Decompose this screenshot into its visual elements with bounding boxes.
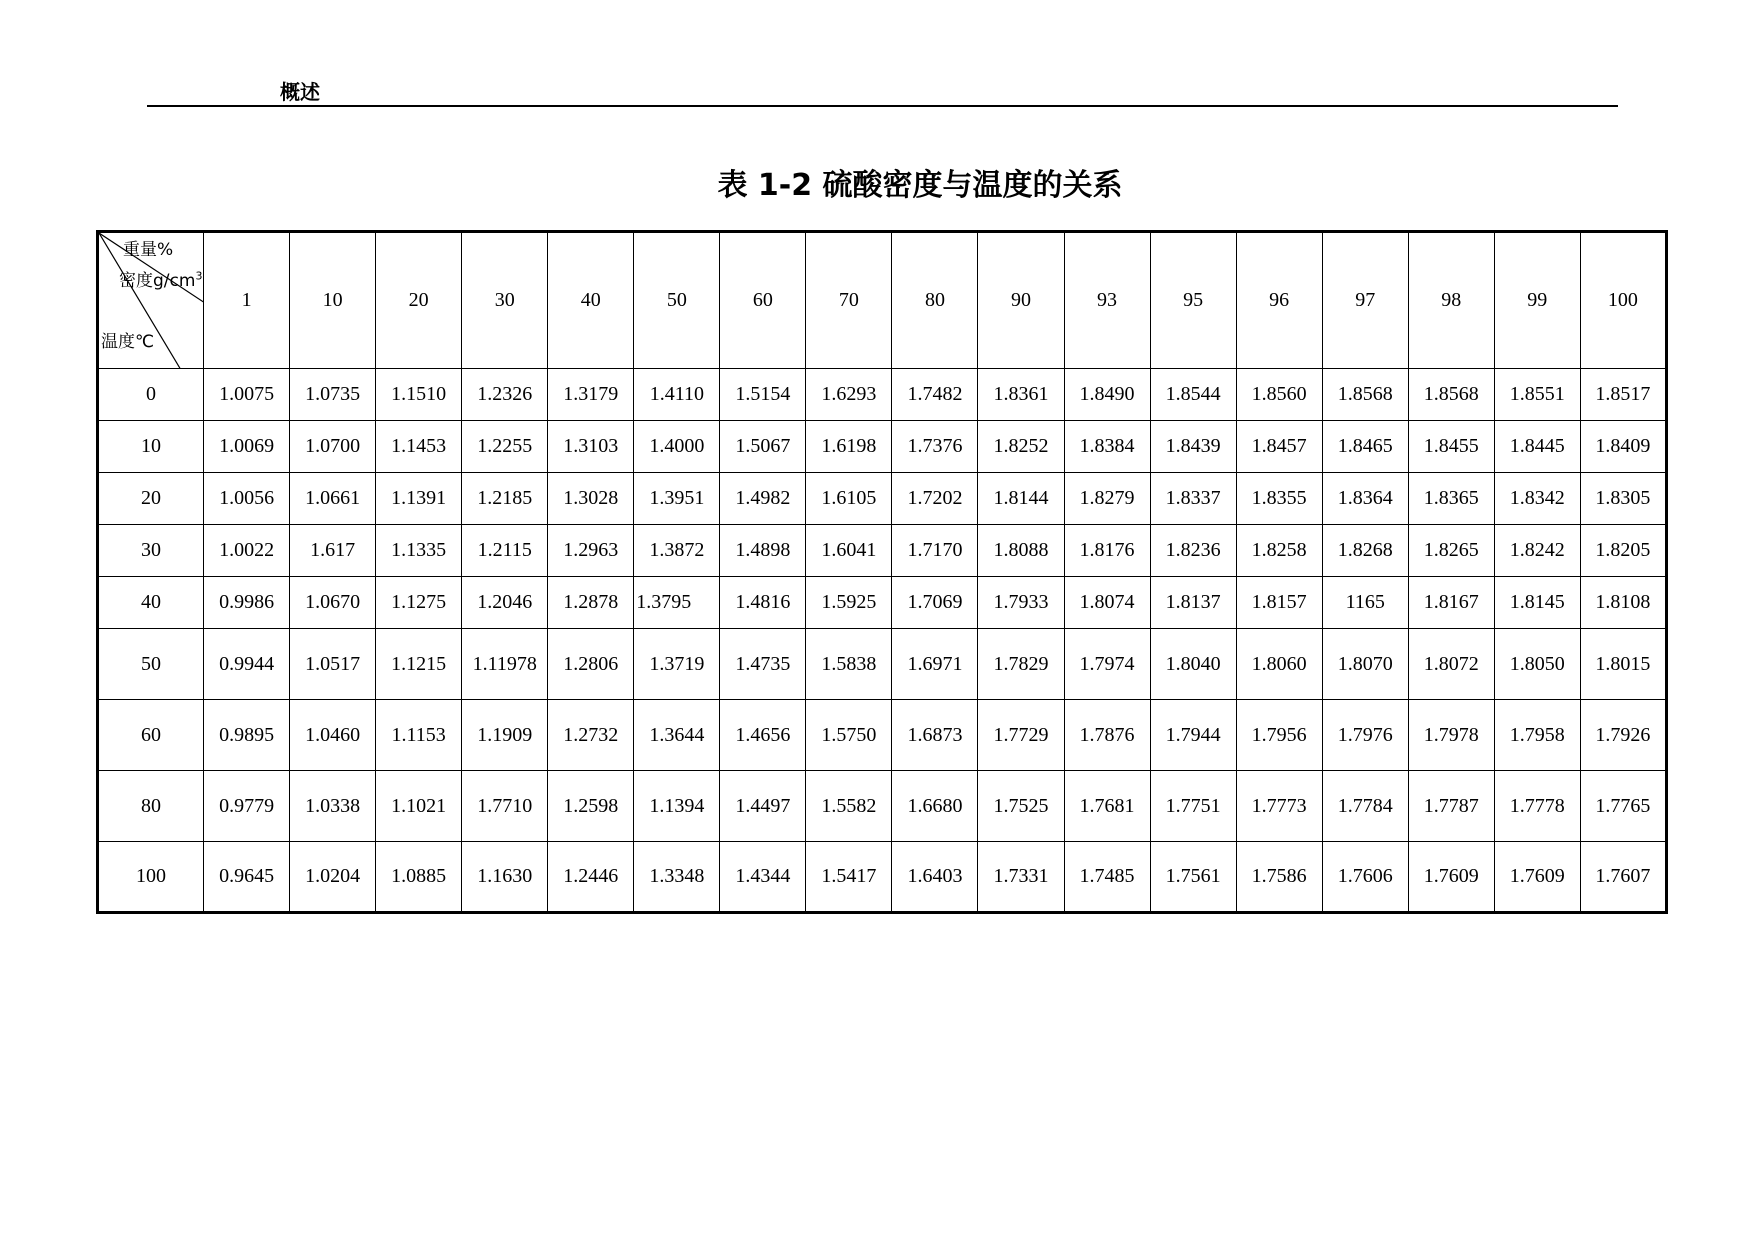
density-value-cell: 1.0022 [204,525,290,577]
density-value-cell: 1.8305 [1580,473,1666,525]
density-value-cell: 1.7609 [1408,842,1494,913]
row-temperature-cell: 80 [98,771,204,842]
density-value-cell: 1.8176 [1064,525,1150,577]
density-value-cell: 1.3951 [634,473,720,525]
table-title: 表 1-2 硫酸密度与温度的关系 [717,168,1123,203]
density-table [96,230,1668,914]
density-value-cell: 1.8455 [1408,421,1494,473]
density-value-cell: 1.7069 [892,577,978,629]
density-value-cell: 1.7485 [1064,842,1150,913]
density-value-cell: 1.8361 [978,369,1064,421]
column-header-cell: 20 [376,232,462,369]
density-value-cell: 1.7607 [1580,842,1666,913]
column-header-cell: 60 [720,232,806,369]
density-value-cell: 0.9986 [204,577,290,629]
density-value-cell: 1.7710 [462,771,548,842]
density-value-cell: 1.8205 [1580,525,1666,577]
column-header-cell: 100 [1580,232,1666,369]
density-value-cell: 1.8167 [1408,577,1494,629]
density-value-cell: 1.7974 [1064,629,1150,700]
density-value-cell: 1.2598 [548,771,634,842]
density-value-cell: 1.3028 [548,473,634,525]
density-value-cell: 1.1909 [462,700,548,771]
density-value-cell: 1.6041 [806,525,892,577]
running-header: 概述 [280,80,320,104]
density-value-cell: 1.7978 [1408,700,1494,771]
density-value-cell: 1.7376 [892,421,978,473]
table-row [98,577,1667,629]
density-value-cell: 1.4735 [720,629,806,700]
density-value-cell: 1.8236 [1150,525,1236,577]
density-value-cell: 1.7765 [1580,771,1666,842]
density-value-cell: 1.4816 [720,577,806,629]
density-value-cell: 1.8072 [1408,629,1494,700]
density-value-cell: 0.9895 [204,700,290,771]
column-header-cell: 96 [1236,232,1322,369]
density-value-cell: 0.9645 [204,842,290,913]
density-value-cell: 1.7876 [1064,700,1150,771]
column-header-cell: 97 [1322,232,1408,369]
density-value-cell: 1.2326 [462,369,548,421]
column-header-cell: 50 [634,232,720,369]
density-value-cell: 1.5067 [720,421,806,473]
corner-density-sup: 3 [195,269,203,283]
density-value-cell: 1.8040 [1150,629,1236,700]
density-value-cell: 1.5154 [720,369,806,421]
density-value-cell: 1.4497 [720,771,806,842]
density-value-cell: 1165 [1322,577,1408,629]
density-value-cell: 1.7331 [978,842,1064,913]
corner-temp-label: 温度℃ [101,332,155,352]
density-value-cell: 1.7561 [1150,842,1236,913]
density-value-cell: 1.7956 [1236,700,1322,771]
density-value-cell: 1.3103 [548,421,634,473]
density-value-cell: 1.8551 [1494,369,1580,421]
density-value-cell: 1.1335 [376,525,462,577]
density-value-cell: 1.6971 [892,629,978,700]
density-value-cell: 1.4000 [634,421,720,473]
density-value-cell: 1.8088 [978,525,1064,577]
density-value-cell: 1.7773 [1236,771,1322,842]
density-value-cell: 1.0204 [290,842,376,913]
density-value-cell: 1.8465 [1322,421,1408,473]
header-rule [147,105,1618,107]
density-value-cell: 1.8268 [1322,525,1408,577]
density-value-cell: 1.8364 [1322,473,1408,525]
density-value-cell: 1.4898 [720,525,806,577]
table-row [98,700,1667,771]
density-value-cell: 1.1630 [462,842,548,913]
density-value-cell: 1.5925 [806,577,892,629]
column-header-cell: 80 [892,232,978,369]
density-value-cell: 1.6105 [806,473,892,525]
density-value-cell: 1.8252 [978,421,1064,473]
density-value-cell: 1.7729 [978,700,1064,771]
density-value-cell: 1.8144 [978,473,1064,525]
density-value-cell: 1.0069 [204,421,290,473]
density-value-cell: 1.1215 [376,629,462,700]
density-value-cell: 1.2185 [462,473,548,525]
row-temperature-cell: 60 [98,700,204,771]
density-value-cell: 1.8409 [1580,421,1666,473]
density-value-cell: 1.8279 [1064,473,1150,525]
column-header-cell: 98 [1408,232,1494,369]
density-value-cell: 1.0661 [290,473,376,525]
density-value-cell: 1.7586 [1236,842,1322,913]
density-value-cell: 1.8568 [1408,369,1494,421]
row-temperature-cell: 40 [98,577,204,629]
density-value-cell: 1.5838 [806,629,892,700]
table-corner-cell [98,232,204,369]
column-header-cell: 10 [290,232,376,369]
density-value-cell: 1.5417 [806,842,892,913]
density-value-cell: 1.3719 [634,629,720,700]
corner-weight-label: 重量% [123,240,174,260]
table-row [98,629,1667,700]
density-value-cell: 1.7606 [1322,842,1408,913]
density-value-cell: 1.8108 [1580,577,1666,629]
density-value-cell: 1.6198 [806,421,892,473]
density-value-cell: 1.3179 [548,369,634,421]
density-value-cell: 1.2732 [548,700,634,771]
table-row [98,421,1667,473]
density-value-cell: 1.8560 [1236,369,1322,421]
density-value-cell: 1.7784 [1322,771,1408,842]
density-value-cell: 1.0885 [376,842,462,913]
table-row [98,525,1667,577]
density-value-cell: 1.3795 [634,577,720,629]
density-value-cell: 1.0056 [204,473,290,525]
column-header-cell: 95 [1150,232,1236,369]
density-value-cell: 1.8074 [1064,577,1150,629]
density-value-cell: 1.8060 [1236,629,1322,700]
density-value-cell: 1.8445 [1494,421,1580,473]
column-header-cell: 99 [1494,232,1580,369]
density-value-cell: 1.8137 [1150,577,1236,629]
column-header-cell: 30 [462,232,548,369]
density-value-cell: 1.8544 [1150,369,1236,421]
density-value-cell: 1.1153 [376,700,462,771]
density-value-cell: 1.8050 [1494,629,1580,700]
density-value-cell: 1.3872 [634,525,720,577]
density-value-cell: 1.3348 [634,842,720,913]
density-value-cell: 1.0670 [290,577,376,629]
corner-density-text: 密度g/cm [119,271,196,291]
density-value-cell: 1.8157 [1236,577,1322,629]
density-value-cell: 1.7778 [1494,771,1580,842]
density-value-cell: 1.8355 [1236,473,1322,525]
density-value-cell: 1.8568 [1322,369,1408,421]
density-value-cell: 1.2806 [548,629,634,700]
density-value-cell: 0.9944 [204,629,290,700]
density-value-cell: 1.1394 [634,771,720,842]
row-temperature-cell: 0 [98,369,204,421]
density-value-cell: 1.4110 [634,369,720,421]
table-row [98,771,1667,842]
column-header-cell: 90 [978,232,1064,369]
density-value-cell: 1.4344 [720,842,806,913]
density-value-cell: 1.8457 [1236,421,1322,473]
density-value-cell: 1.7751 [1150,771,1236,842]
density-value-cell: 1.8070 [1322,629,1408,700]
density-value-cell: 1.8342 [1494,473,1580,525]
density-value-cell: 1.0517 [290,629,376,700]
density-value-cell: 1.2878 [548,577,634,629]
density-value-cell: 1.8145 [1494,577,1580,629]
density-value-cell: 1.11978 [462,629,548,700]
corner-density-label [119,266,202,291]
density-value-cell: 1.7482 [892,369,978,421]
density-value-cell: 1.0075 [204,369,290,421]
density-value-cell: 1.8265 [1408,525,1494,577]
density-value-cell: 1.0735 [290,369,376,421]
table-header-row [98,232,1667,369]
density-value-cell: 1.4982 [720,473,806,525]
density-table-wrapper [96,230,1668,914]
density-value-cell: 1.1510 [376,369,462,421]
table-row [98,473,1667,525]
density-value-cell: 1.7525 [978,771,1064,842]
table-row [98,369,1667,421]
density-value-cell: 1.8242 [1494,525,1580,577]
density-value-cell: 1.2963 [548,525,634,577]
density-value-cell: 1.7170 [892,525,978,577]
density-value-cell: 1.1453 [376,421,462,473]
row-temperature-cell: 100 [98,842,204,913]
density-value-cell: 1.0700 [290,421,376,473]
density-value-cell: 1.1021 [376,771,462,842]
density-value-cell: 1.8517 [1580,369,1666,421]
density-value-cell: 1.8258 [1236,525,1322,577]
row-temperature-cell: 30 [98,525,204,577]
row-temperature-cell: 10 [98,421,204,473]
density-value-cell: 1.8384 [1064,421,1150,473]
density-value-cell: 1.3644 [634,700,720,771]
density-value-cell: 1.7944 [1150,700,1236,771]
density-value-cell: 1.6873 [892,700,978,771]
density-value-cell: 1.7958 [1494,700,1580,771]
density-value-cell: 1.8365 [1408,473,1494,525]
row-temperature-cell: 50 [98,629,204,700]
density-value-cell: 1.2046 [462,577,548,629]
density-value-cell: 1.0460 [290,700,376,771]
density-value-cell: 1.1391 [376,473,462,525]
density-value-cell: 1.7681 [1064,771,1150,842]
density-value-cell: 1.0338 [290,771,376,842]
density-value-cell: 1.7202 [892,473,978,525]
column-header-cell: 93 [1064,232,1150,369]
density-value-cell: 1.8490 [1064,369,1150,421]
density-value-cell: 1.7933 [978,577,1064,629]
density-value-cell: 1.2115 [462,525,548,577]
density-value-cell: 1.5750 [806,700,892,771]
row-temperature-cell: 20 [98,473,204,525]
density-value-cell: 1.2446 [548,842,634,913]
density-value-cell: 1.7926 [1580,700,1666,771]
density-value-cell: 1.8337 [1150,473,1236,525]
density-value-cell: 1.5582 [806,771,892,842]
density-value-cell: 1.6680 [892,771,978,842]
density-value-cell: 1.7976 [1322,700,1408,771]
density-value-cell: 1.6403 [892,842,978,913]
density-value-cell: 0.9779 [204,771,290,842]
density-value-cell: 1.617 [290,525,376,577]
density-value-cell: 1.7787 [1408,771,1494,842]
column-header-cell: 70 [806,232,892,369]
column-header-cell: 1 [204,232,290,369]
table-row [98,842,1667,913]
column-header-cell: 40 [548,232,634,369]
density-value-cell: 1.6293 [806,369,892,421]
density-value-cell: 1.4656 [720,700,806,771]
density-value-cell: 1.8439 [1150,421,1236,473]
density-value-cell: 1.8015 [1580,629,1666,700]
density-value-cell: 1.2255 [462,421,548,473]
density-value-cell: 1.1275 [376,577,462,629]
density-value-cell: 1.7829 [978,629,1064,700]
density-value-cell: 1.7609 [1494,842,1580,913]
